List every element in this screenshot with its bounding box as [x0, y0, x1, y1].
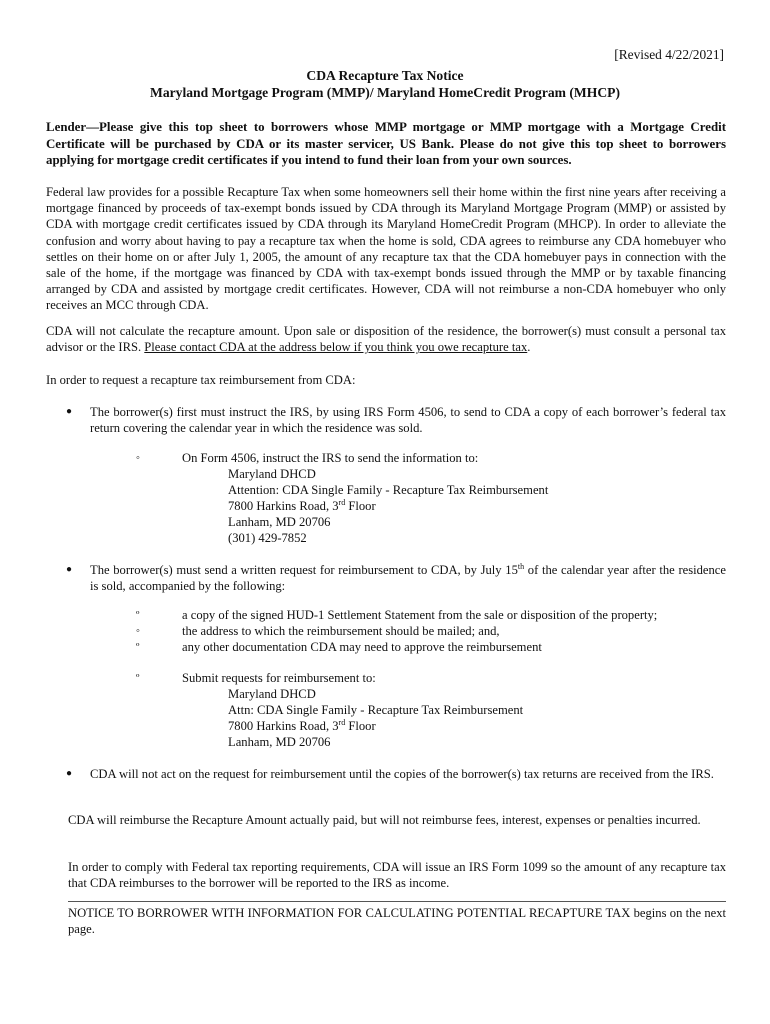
- footer-notice: NOTICE TO BORROWER WITH INFORMATION FOR CALCULATING POTENTIAL RECAPTURE TAX begins on the next page.: [68, 906, 726, 937]
- address-line-2: Attention: CDA Single Family - Recapture Tax Reimbursement: [228, 483, 549, 497]
- bullet-text: The borrower(s) first must instruct the IRS, by using IRS Form 4506, to send to CDA a copy of each borrower’s federal tax return covering the calendar year in which the residence was sold.: [90, 405, 726, 436]
- divider-line: [68, 901, 726, 902]
- request-intro-paragraph: In order to request a recapture tax reimbursement from CDA:: [46, 373, 356, 387]
- sub-bullet-text: On Form 4506, instruct the IRS to send the information to:: [182, 451, 479, 465]
- sub-bullet-text: the address to which the reimbursement should be mailed; and,: [182, 624, 500, 638]
- bullet-marker: ●: [66, 406, 73, 417]
- address-line-3: 7800 Harkins Road, 3rd Floor: [228, 717, 376, 733]
- federal-law-paragraph: Federal law provides for a possible Recapture Tax when some homeowners sell their home within the first nine years after receiving a mortgage financed by proceeds of tax-exempt bonds issued by CDA through its Maryland Mortgage Program (MMP) or assisted by CDA with mortgage credit certificates issued by CDA through its Maryland HomeCredit Program (MHCP). In order to alleviate the confusion and worry about having to pay a recapture tax when the home is sold, CDA agrees to reimburse any CDA homebuyer who settles on their home on or after July 1, 2005, the amount of any recapture tax that the CDA homebuyer pays in connection with the sale of the home, if the mortgage was financed by CDA with tax-exempt bonds issued through the MMP or by taxable financing arranged by CDA and assisted by mortgage credit certificates. However, CDA will not reimburse a non-CDA homebuyer who only receives an MCC through CDA.: [46, 185, 726, 313]
- sub-bullet-marker: ◦: [136, 452, 140, 464]
- address-phone: (301) 429-7852: [228, 531, 307, 545]
- sub-bullet-marker: ◦: [136, 625, 140, 637]
- calculation-end: .: [527, 340, 531, 355]
- page-title: [0, 67, 770, 101]
- sub-bullet-text: Submit requests for reimbursement to:: [182, 671, 376, 685]
- contact-cda-underlined: Please contact CDA at the address below if you think you owe recapture tax: [144, 340, 528, 355]
- sub-bullet-text: any other documentation CDA may need to approve the reimbursement: [182, 640, 542, 654]
- bullet-marker: ●: [66, 564, 73, 575]
- bullet-marker: ●: [66, 768, 73, 779]
- bullet-text: CDA will not act on the request for reimbursement until the copies of the borrower(s) tax returns are received from the IRS.: [90, 767, 714, 781]
- calculation-paragraph: [46, 323, 726, 355]
- address-line-1: Maryland DHCD: [228, 687, 316, 701]
- address-line-4: Lanham, MD 20706: [228, 735, 331, 749]
- reimburse-paragraph: CDA will reimburse the Recapture Amount actually paid, but will not reimburse fees, interest, expenses or penalties incurred.: [68, 813, 701, 827]
- address-line-3: 7800 Harkins Road, 3rd Floor: [228, 497, 376, 513]
- sub-bullet-text: a copy of the signed HUD-1 Settlement Statement from the sale or disposition of the property;: [182, 608, 658, 622]
- calculation-text: CDA will not calculate the recapture amount. Upon sale or disposition of the residence, the borrower(s) must consult a personal tax advisor or the IRS.: [46, 324, 726, 355]
- sub-bullet-marker: º: [136, 609, 140, 621]
- sub-bullet-marker: º: [136, 672, 140, 684]
- address-line-1: Maryland DHCD: [228, 467, 316, 481]
- revision-date: [Revised 4/22/2021]: [614, 47, 724, 62]
- title-line-1: CDA Recapture Tax Notice: [306, 68, 464, 83]
- sub-bullet-marker: º: [136, 641, 140, 653]
- lender-notice: Lender—Please give this top sheet to borrowers whose MMP mortgage or MMP mortgage with a Mortgage Credit Certificate will be purchased by CDA or its master servicer, US Bank. Please do not give this top sheet to borrowers applying for mortgage credit certificates if you intend to fund their loan from your own sources.: [46, 120, 726, 168]
- address-line-4: Lanham, MD 20706: [228, 515, 331, 529]
- title-line-2: Maryland Mortgage Program (MMP)/ Maryland HomeCredit Program (MHCP): [150, 85, 620, 100]
- form-1099-paragraph: In order to comply with Federal tax reporting requirements, CDA will issue an IRS Form 1099 so the amount of any recapture tax that CDA reimburses to the borrower will be reported to the IRS as income.: [68, 860, 726, 891]
- bullet-text: The borrower(s) must send a written request for reimbursement to CDA, by July 15th of the calendar year after the residence is sold, accompanied by the following:: [90, 561, 726, 594]
- address-line-2: Attn: CDA Single Family - Recapture Tax Reimbursement: [228, 703, 524, 717]
